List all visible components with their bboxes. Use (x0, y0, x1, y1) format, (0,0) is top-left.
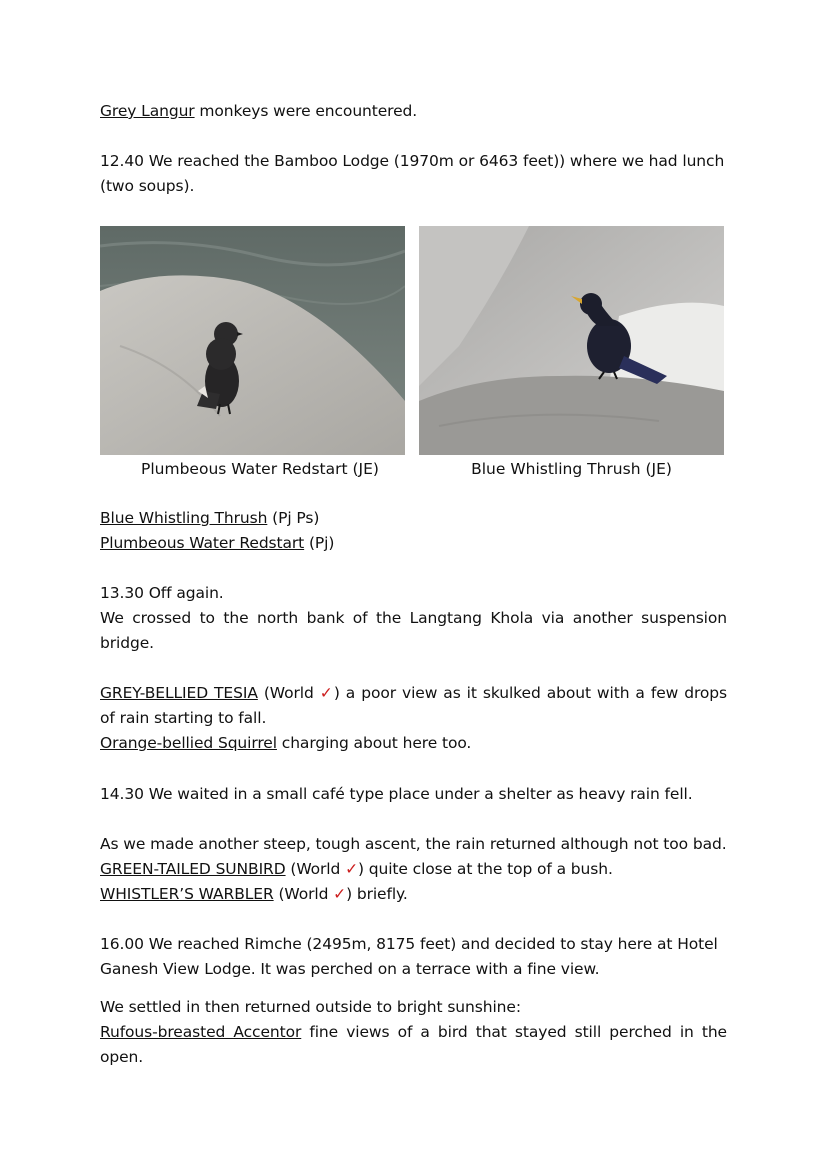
check-mark-icon: ✓ (345, 860, 358, 878)
sunbird-line (100, 857, 727, 882)
check-mark-icon: ✓ (319, 684, 334, 702)
blue-whistling-thrush-photo (419, 226, 724, 455)
species-name: WHISTLER’S WARBLER (100, 885, 274, 903)
time-entry: 13.30 Off again. (100, 584, 224, 602)
text: ) briefly. (346, 885, 408, 903)
text: ) quite close at the top of a bush. (357, 860, 613, 878)
species-name: Rufous-breasted Accentor (100, 1023, 302, 1041)
accentor-paragraph (100, 1020, 727, 1070)
sunshine-line: We settled in then returned outside to bright sunshine: (100, 998, 521, 1016)
species-name: GREEN-TAILED SUNBIRD (100, 860, 286, 878)
plumbeous-water-redstart-photo (100, 226, 405, 455)
cafe-line: 14.30 We waited in a small café type place under a shelter as heavy rain fell. (100, 785, 693, 803)
text: charging about here too. (276, 734, 472, 752)
text: fine views of a bird that stayed still perched in the open. (100, 1023, 727, 1066)
text: monkeys were encountered. (194, 102, 418, 120)
species-list-item (100, 506, 727, 531)
species-list-item (100, 531, 727, 556)
species-name: Grey Langur (100, 102, 195, 120)
species-name: Blue Whistling Thrush (100, 509, 268, 527)
squirrel-line (100, 731, 727, 756)
species-name: GREY-BELLIED TESIA (100, 684, 258, 702)
tesia-paragraph (100, 681, 727, 731)
text: (World (273, 885, 334, 903)
species-name: Plumbeous Water Redstart (100, 534, 305, 552)
text: (Pj Ps) (267, 509, 320, 527)
species-name: Orange-bellied Squirrel (100, 734, 277, 752)
ascent-line: As we made another steep, tough ascent, the rain returned although not too bad. (100, 835, 727, 853)
bamboo-lodge-paragraph: 12.40 We reached the Bamboo Lodge (1970m or 6463 feet)) where we had lunch (two soups). (100, 152, 725, 195)
text: (Pj) (304, 534, 335, 552)
photo-caption: Blue Whistling Thrush (JE) (471, 460, 672, 478)
rimche-paragraph: 16.00 We reached Rimche (2495m, 8175 feet) and decided to stay here at Hotel Ganesh View Lodge. It was perched on a terrace with a fine view. (100, 935, 718, 978)
photo-caption: Plumbeous Water Redstart (JE) (141, 460, 379, 478)
crossing-paragraph: We crossed to the north bank of the Langtang Khola via another suspension bridge. (100, 609, 727, 652)
text: ) a poor view as it skulked about with a few drops of rain starting to fall. (100, 684, 727, 727)
text: (World (285, 860, 346, 878)
langur-line (100, 99, 727, 124)
check-mark-icon: ✓ (333, 885, 347, 903)
text: (World (257, 684, 320, 702)
warbler-line (100, 882, 727, 907)
